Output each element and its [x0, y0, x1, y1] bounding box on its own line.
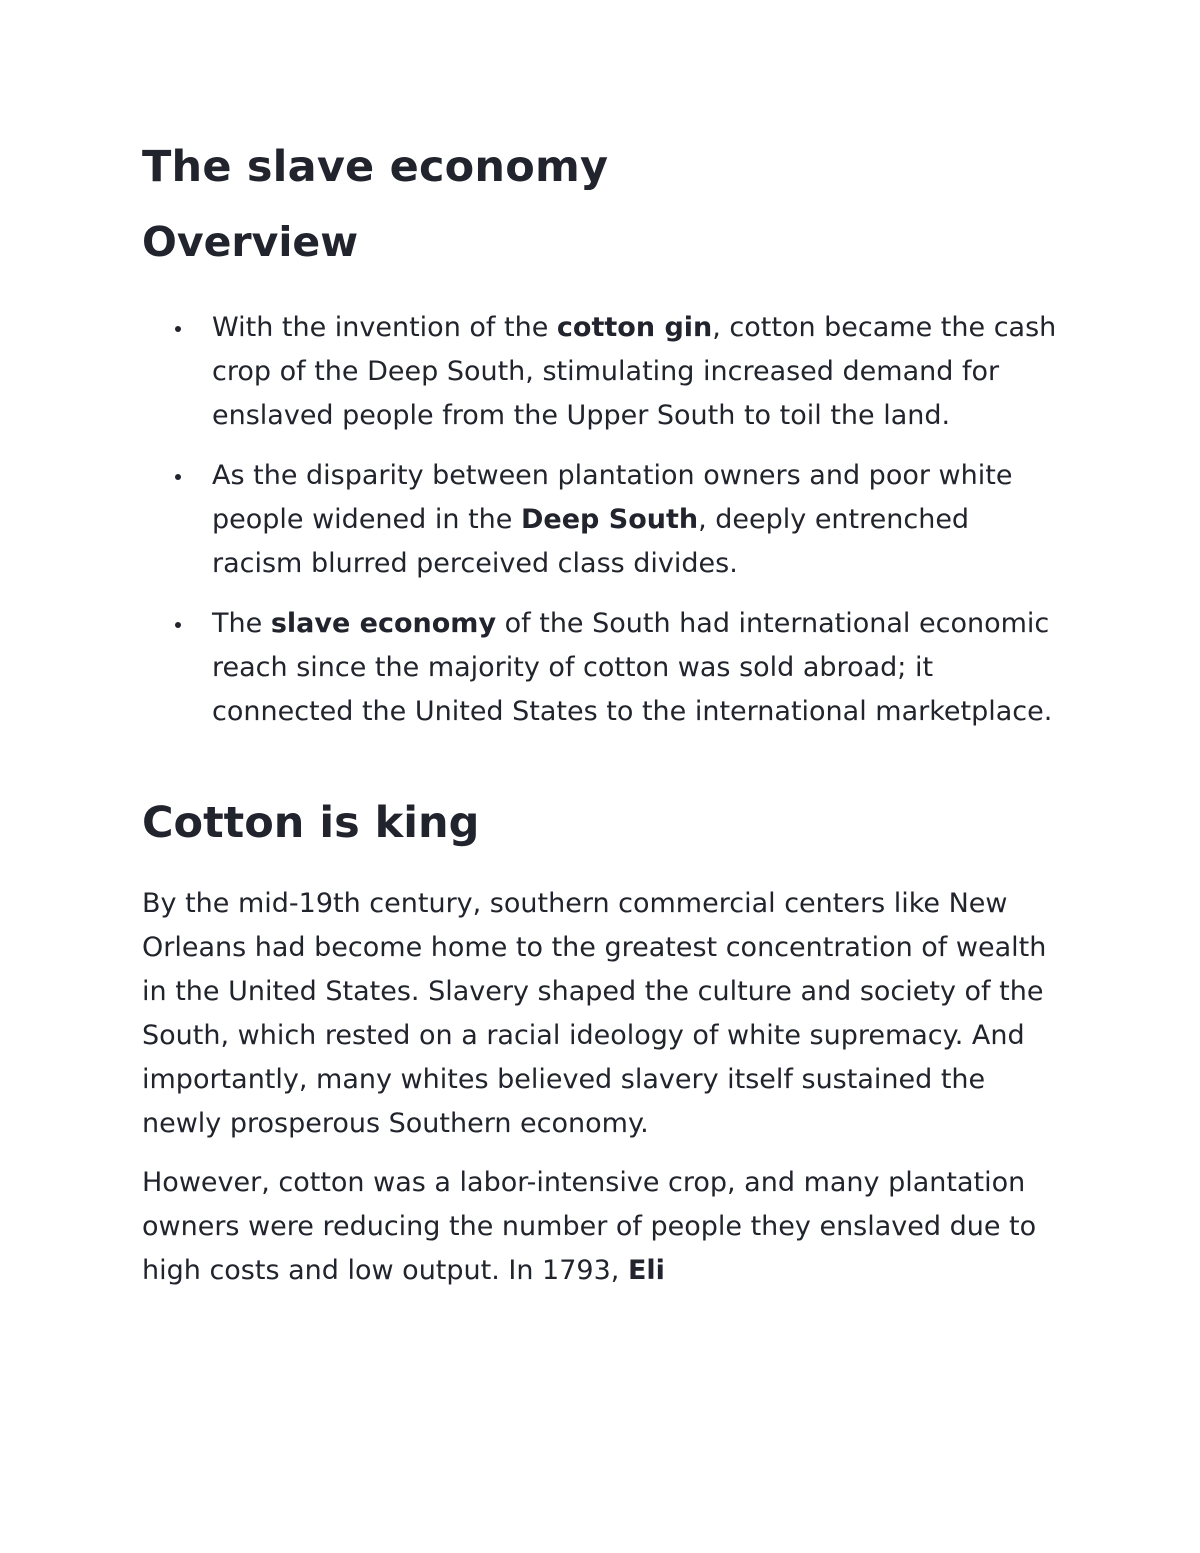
bullet-icon — [175, 326, 181, 332]
list-item — [142, 602, 1062, 734]
document-page — [142, 136, 1062, 1293]
list-item — [142, 306, 1062, 438]
page-title: The slave economy — [142, 142, 609, 192]
section-paragraph: By the mid-19th century, southern commercial centers like New Orleans had become home to the greatest concentration of wealth in the United States. Slavery shaped the culture and society of the South, which rested on a racial ideology of white supremacy. And importantly, many whites believed slavery itself sustained the newly prosperous Southern economy. — [142, 888, 1047, 1139]
section-heading: Cotton is king — [142, 798, 480, 848]
list-item — [142, 454, 1062, 586]
list-item-text: With the invention of the cotton gin, cotton became the cash crop of the Deep South, stimulating increased demand for enslaved people from the Upper South to toil the land. — [212, 312, 1057, 431]
bullet-icon — [175, 474, 181, 480]
section-paragraph: However, cotton was a labor-intensive crop, and many plantation owners were reducing the number of people they enslaved due to high costs and low output. In 1793, Eli — [142, 1167, 1037, 1286]
overview-heading: Overview — [142, 218, 359, 266]
list-item-text: As the disparity between plantation owners and poor white people widened in the Deep South, deeply entrenched racism blurred perceived class divides. — [212, 460, 1013, 579]
overview-list — [142, 306, 1062, 734]
list-item-text: The slave economy of the South had international economic reach since the majority of cotton was sold abroad; it connected the United States to the international marketplace. — [212, 608, 1053, 727]
bullet-icon — [175, 622, 181, 628]
